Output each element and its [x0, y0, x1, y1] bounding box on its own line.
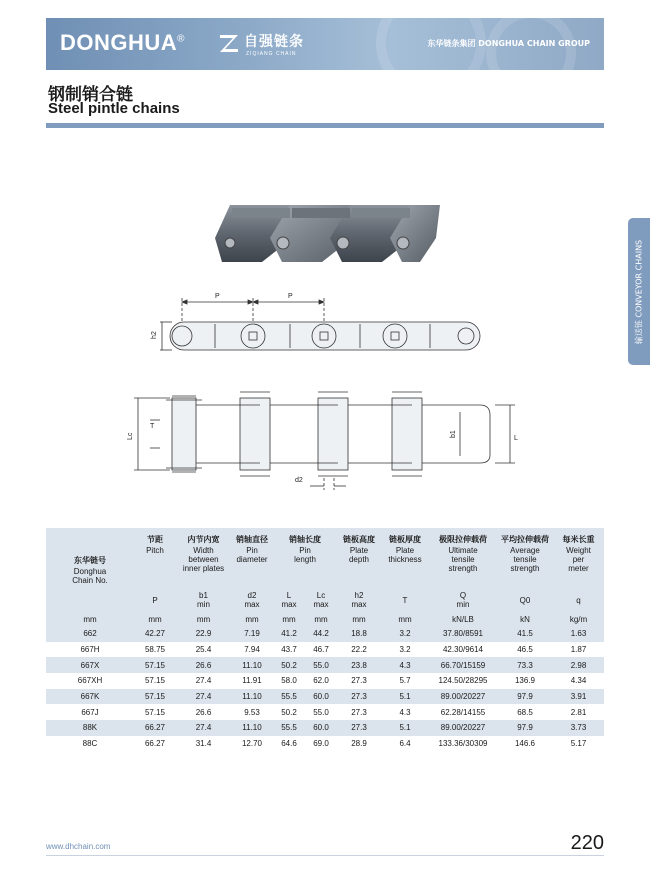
header-pin-length: 销轴长度 Pin length: [273, 528, 337, 587]
table-cell: 69.0: [305, 736, 337, 752]
table-cell: 27.4: [176, 720, 231, 736]
table-row: [46, 642, 604, 658]
table-cell: 55.5: [273, 720, 305, 736]
table-cell: 57.15: [134, 689, 176, 705]
symbol-inner-width: b1 min: [176, 587, 231, 613]
table-cell: 26.6: [176, 657, 231, 673]
table-cell: 26.6: [176, 704, 231, 720]
dim-label-h2: h2: [151, 331, 158, 339]
dim-label-p: P: [288, 293, 293, 300]
header-inner-width: 内节内宽 Width between inner plates: [176, 528, 231, 587]
header-average-strength: 平均拉伸载荷 Average tensile strength: [497, 528, 553, 587]
symbol-ultimate-strength: Q min: [429, 587, 497, 613]
table-cell: 22.2: [337, 642, 381, 658]
table-cell: 55.0: [305, 704, 337, 720]
plan-view-drawing: [134, 392, 515, 490]
table-cell: 43.7: [273, 642, 305, 658]
table-cell: 662: [46, 626, 134, 642]
unit-ultimate-strength: kN/LB: [429, 613, 497, 626]
side-tab-label: 输送链 CONVEYOR CHAINS: [634, 239, 644, 344]
unit-pin-length-lc: mm: [305, 613, 337, 626]
page-number: 220: [570, 832, 604, 854]
chain-photo: [215, 205, 440, 262]
table-row: [46, 626, 604, 642]
table-cell: 27.4: [176, 673, 231, 689]
table-cell: 27.3: [337, 673, 381, 689]
table-cell: 667H: [46, 642, 134, 658]
unit-average-strength: kN: [497, 613, 553, 626]
table-cell: 3.73: [553, 720, 604, 736]
dim-label-t: T: [150, 423, 155, 430]
symbol-weight: q: [553, 587, 604, 613]
dim-label-d2: d2: [295, 477, 303, 484]
table-cell: 12.70: [231, 736, 273, 752]
table-cell: 31.4: [176, 736, 231, 752]
table-cell: 23.8: [337, 657, 381, 673]
footer-website[interactable]: www.dhchain.com: [46, 842, 111, 851]
table-cell: 5.1: [381, 689, 429, 705]
table-cell: 7.94: [231, 642, 273, 658]
table-cell: 146.6: [497, 736, 553, 752]
symbol-average-strength: Q0: [497, 587, 553, 613]
table-cell: 97.9: [497, 720, 553, 736]
table-cell: 42.30/9614: [429, 642, 497, 658]
table-cell: 89.00/20227: [429, 689, 497, 705]
table-cell: 46.7: [305, 642, 337, 658]
table-cell: 2.81: [553, 704, 604, 720]
table-cell: 55.5: [273, 689, 305, 705]
dim-label-b1: b1: [450, 430, 457, 438]
table-cell: 136.9: [497, 673, 553, 689]
table-cell: 57.15: [134, 673, 176, 689]
table-row: [46, 657, 604, 673]
table-cell: 11.10: [231, 657, 273, 673]
table-cell: 57.15: [134, 657, 176, 673]
brand-chinese-name: 自强链条: [244, 34, 304, 50]
table-cell: 50.2: [273, 704, 305, 720]
table-cell: 4.3: [381, 704, 429, 720]
table-cell: 11.10: [231, 720, 273, 736]
table-cell: 667K: [46, 689, 134, 705]
header-plate-thickness: 链板厚度 Plate thickness: [381, 528, 429, 587]
table-cell: 133.36/30309: [429, 736, 497, 752]
table-cell: 5.17: [553, 736, 604, 752]
table-cell: 50.2: [273, 657, 305, 673]
table-cell: 11.91: [231, 673, 273, 689]
table-cell: 3.91: [553, 689, 604, 705]
table-cell: 667J: [46, 704, 134, 720]
unit-plate-thickness: mm: [381, 613, 429, 626]
symbol-pin-length-l: L max: [273, 587, 305, 613]
table-cell: 58.0: [273, 673, 305, 689]
page-title-chinese: 钢制销合链: [48, 85, 133, 105]
symbol-pitch: P: [134, 587, 176, 613]
table-cell: 41.2: [273, 626, 305, 642]
table-cell: 66.27: [134, 720, 176, 736]
table-cell: 41.5: [497, 626, 553, 642]
spec-table: [46, 528, 604, 752]
table-cell: 37.80/8591: [429, 626, 497, 642]
table-cell: 1.87: [553, 642, 604, 658]
dim-label-lc: Lc: [127, 432, 134, 440]
table-row: [46, 720, 604, 736]
table-row: [46, 673, 604, 689]
table-cell: 60.0: [305, 720, 337, 736]
table-cell: 97.9: [497, 689, 553, 705]
table-cell: 68.5: [497, 704, 553, 720]
dim-label-l: L: [514, 435, 518, 442]
table-cell: 25.4: [176, 642, 231, 658]
symbol-plate-thickness: T: [381, 587, 429, 613]
table-row: [46, 704, 604, 720]
table-cell: 3.2: [381, 642, 429, 658]
table-cell: 88C: [46, 736, 134, 752]
unit-pin-diameter: mm: [231, 613, 273, 626]
table-cell: 1.63: [553, 626, 604, 642]
unit-inner-width: mm: [176, 613, 231, 626]
header-ultimate-strength: 极限拉伸载荷 Ultimate tensile strength: [429, 528, 497, 587]
table-row: [46, 736, 604, 752]
table-cell: 667X: [46, 657, 134, 673]
brand-logo-text: DONGHUA®: [60, 30, 186, 55]
table-cell: 4.3: [381, 657, 429, 673]
spec-table-body: [46, 626, 604, 752]
dim-label-p: P: [215, 293, 220, 300]
table-cell: 62.28/14155: [429, 704, 497, 720]
table-cell: 5.1: [381, 720, 429, 736]
header-pitch: 节距 Pitch: [134, 528, 176, 587]
symbol-pin-diameter: d2 max: [231, 587, 273, 613]
table-cell: 5.7: [381, 673, 429, 689]
table-cell: 62.0: [305, 673, 337, 689]
table-cell: 64.6: [273, 736, 305, 752]
table-cell: 42.27: [134, 626, 176, 642]
table-cell: 66.27: [134, 736, 176, 752]
table-cell: 27.3: [337, 704, 381, 720]
table-cell: 46.5: [497, 642, 553, 658]
table-cell: 27.4: [176, 689, 231, 705]
table-cell: 22.9: [176, 626, 231, 642]
table-cell: 66.70/15159: [429, 657, 497, 673]
table-cell: 11.10: [231, 689, 273, 705]
header-plate-depth: 链板高度 Plate depth: [337, 528, 381, 587]
unit-pitch: mm: [134, 613, 176, 626]
brand-subtitle: ZIQIANG CHAIN: [246, 51, 297, 57]
symbol-pin-length-lc: Lc max: [305, 587, 337, 613]
table-cell: 58.75: [134, 642, 176, 658]
table-cell: 73.3: [497, 657, 553, 673]
header-pin-diameter: 销轴直径 Pin diameter: [231, 528, 273, 587]
header-weight: 每米长重 Weight per meter: [553, 528, 604, 587]
table-cell: 55.0: [305, 657, 337, 673]
table-cell: 7.19: [231, 626, 273, 642]
table-cell: 44.2: [305, 626, 337, 642]
table-cell: 4.34: [553, 673, 604, 689]
table-cell: 9.53: [231, 704, 273, 720]
symbol-plate-depth: h2 max: [337, 587, 381, 613]
header-chain-no: 东华链号 Donghua Chain No.: [46, 528, 134, 613]
table-cell: 124.50/28295: [429, 673, 497, 689]
table-cell: 18.8: [337, 626, 381, 642]
table-cell: 2.98: [553, 657, 604, 673]
table-cell: 89.00/20227: [429, 720, 497, 736]
table-cell: 57.15: [134, 704, 176, 720]
table-row: [46, 689, 604, 705]
group-name: 东华链条集团 DONGHUA CHAIN GROUP: [427, 39, 590, 48]
page-title-english: Steel pintle chains: [48, 100, 180, 117]
table-cell: 27.3: [337, 720, 381, 736]
unit-plate-depth: mm: [337, 613, 381, 626]
table-cell: 27.3: [337, 689, 381, 705]
table-cell: 667XH: [46, 673, 134, 689]
unit-pin-length-l: mm: [273, 613, 305, 626]
table-cell: 88K: [46, 720, 134, 736]
footer-divider: [46, 855, 604, 856]
unit-chain-no: mm: [46, 613, 134, 626]
unit-weight: kg/m: [553, 613, 604, 626]
table-cell: 60.0: [305, 689, 337, 705]
table-cell: 3.2: [381, 626, 429, 642]
table-cell: 6.4: [381, 736, 429, 752]
table-cell: 28.9: [337, 736, 381, 752]
side-view-drawing: [160, 298, 480, 350]
